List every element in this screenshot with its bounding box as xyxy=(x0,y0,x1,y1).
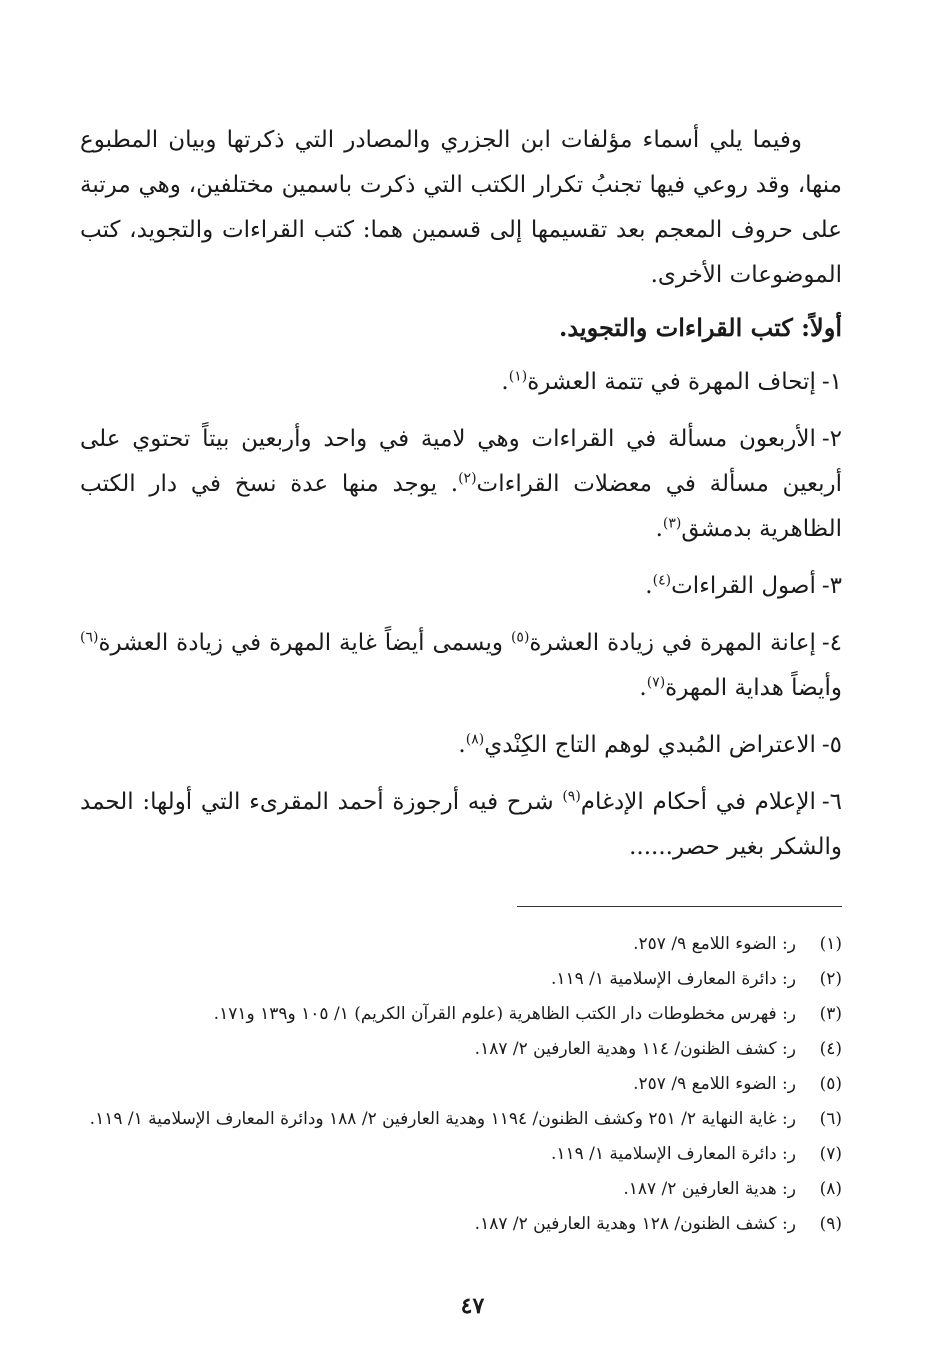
footnote xyxy=(80,1067,842,1102)
entry-3 xyxy=(80,564,842,609)
entry-text: إعانة المهرة في زيادة العشرة xyxy=(529,630,816,656)
entry-text: شرح فيه أرجوزة أحمد المقرىء التي أولها: الحمد والشكر بغير حصر...... xyxy=(80,789,842,860)
footnote-number: (٨) xyxy=(819,1179,842,1199)
entry-text: إتحاف المهرة في تتمة العشرة xyxy=(527,369,816,395)
footnote-text: ر: كشف الظنون/ ١١٤ وهدية العارفين ٢/ ١٨٧. xyxy=(474,1039,796,1059)
footnote xyxy=(80,997,842,1032)
entry-number: ٦- xyxy=(821,789,842,815)
entry-text: . xyxy=(458,732,466,758)
entry-2 xyxy=(80,417,842,552)
entry-text: . xyxy=(501,369,509,395)
footnote-text: ر: فهرس مخطوطات دار الكتب الظاهرية (علوم القرآن الكريم) ١/ ١٠٥ و١٣٩ و١٧١. xyxy=(213,1004,796,1024)
entry-number: ١- xyxy=(821,369,842,395)
intro-paragraph: وفيما يلي أسماء مؤلفات ابن الجزري والمصادر التي ذكرتها وبيان المطبوع منها، وقد روعي فيها تجنبُ تكرار الكتب التي ذكرت باسمين مختلفين، وهي مرتبة على حروف المعجم بعد تقسيمها إلى قسمين هما: كتب القراءات والتجويد، كتب الموضوعات الأخرى. xyxy=(80,127,842,288)
footnote-ref: (٦) xyxy=(80,629,99,646)
footnote-number: (٤) xyxy=(819,1039,842,1059)
footnote-text: ر: غاية النهاية ٢/ ٢٥١ وكشف الظنون/ ١١٩٤ وهدية العارفين ٢/ ١٨٨ ودائرة المعارف الإسلامية ١/ ١١٩. xyxy=(89,1109,796,1129)
page-number: ٤٧ xyxy=(460,1293,485,1319)
footnote-text: ر: الضوء اللامع ٩/ ٢٥٧. xyxy=(633,934,796,954)
footnote-number: (٢) xyxy=(819,969,842,989)
footnote-number: (٥) xyxy=(819,1074,842,1094)
footnote-separator xyxy=(517,906,842,907)
footnote-ref: (٣) xyxy=(662,515,682,532)
entry-number: ٢- xyxy=(821,426,842,452)
footnote xyxy=(80,1207,842,1242)
footnote xyxy=(80,1102,842,1137)
footnote-ref: (٨) xyxy=(465,731,485,748)
entry-text: الاعتراض المُبدي لوهم التاج الكِنْدي xyxy=(484,732,816,758)
footnote-ref: (٥) xyxy=(510,629,530,646)
entry-text: ويسمى أيضاً غاية المهرة في زيادة العشرة xyxy=(98,630,503,656)
footnote-text: ر: هدية العارفين ٢/ ١٨٧. xyxy=(623,1179,796,1199)
footnote-text: ر: كشف الظنون/ ١٢٨ وهدية العارفين ٢/ ١٨٧. xyxy=(474,1214,796,1234)
entry-5 xyxy=(80,723,842,768)
footnote-text: ر: دائرة المعارف الإسلامية ١/ ١١٩. xyxy=(550,1144,796,1164)
entry-4 xyxy=(80,621,842,711)
footnote-number: (٣) xyxy=(819,1004,842,1024)
footnote xyxy=(80,962,842,997)
footnote-ref: (٧) xyxy=(646,674,666,691)
entry-text: الأربعون مسألة في القراءات وهي لامية في واحد وأربعين بيتاً تحتوي على أربعين مسألة في معضلات القراءات xyxy=(80,426,843,497)
footnote-ref: (٢) xyxy=(458,470,477,487)
footnote-text: ر: دائرة المعارف الإسلامية ١/ ١١٩. xyxy=(550,969,796,989)
footnote-number: (٧) xyxy=(819,1144,842,1164)
entry-text: الإعلام في أحكام الإدغام xyxy=(580,789,816,815)
entry-text: أصول القراءات xyxy=(671,573,816,599)
footnote-ref: (٤) xyxy=(652,572,672,589)
entry-6 xyxy=(80,780,842,870)
footnotes xyxy=(80,927,842,1242)
entry-number: ٤- xyxy=(821,630,843,656)
entry-text: . xyxy=(639,675,647,701)
entry-number: ٣- xyxy=(821,573,842,599)
footnote-number: (١) xyxy=(819,934,842,954)
section-heading: أولاً: كتب القراءات والتجويد. xyxy=(558,313,842,342)
footnote-ref: (٩) xyxy=(562,788,581,805)
entry-number: ٥- xyxy=(821,732,842,758)
footnote xyxy=(80,927,842,962)
footnote xyxy=(80,1172,842,1207)
page-body xyxy=(80,118,842,1242)
entry-1 xyxy=(80,360,842,405)
footnote xyxy=(80,1137,842,1172)
entry-text: . xyxy=(645,573,653,599)
entry-text: وأيضاً هداية المهرة xyxy=(665,675,842,701)
footnote-ref: (١) xyxy=(508,368,528,385)
entry-text: . يوجد منها عدة نسخ في دار الكتب الظاهرية بدمشق xyxy=(80,471,842,542)
footnote-number: (٦) xyxy=(819,1109,842,1129)
entry-text: . xyxy=(655,516,663,542)
footnote xyxy=(80,1032,842,1067)
footnote-text: ر: الضوء اللامع ٩/ ٢٥٧. xyxy=(633,1074,796,1094)
footnote-number: (٩) xyxy=(819,1214,842,1234)
